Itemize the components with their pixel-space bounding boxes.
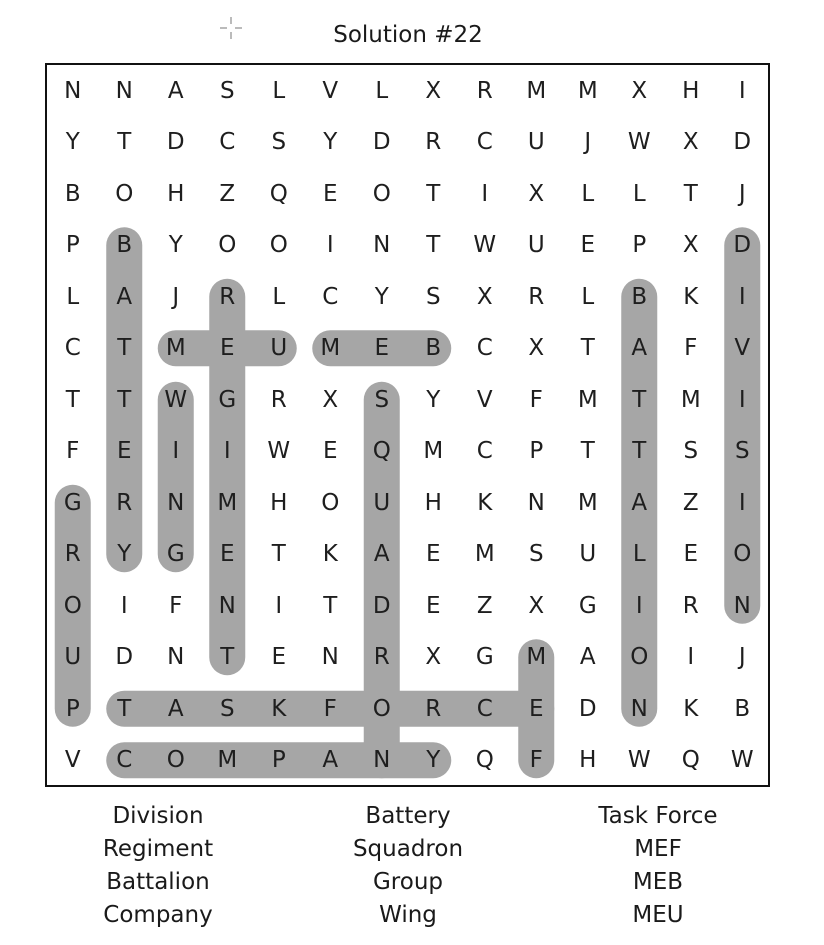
grid-cell[interactable]: O	[63, 592, 82, 619]
grid-cell[interactable]: X	[322, 386, 339, 413]
grid-cell[interactable]: E	[219, 541, 235, 568]
grid-cell[interactable]: U	[579, 541, 597, 568]
grid-cell[interactable]: T	[271, 541, 286, 568]
grid-cell[interactable]: W	[627, 747, 651, 774]
grid-cell[interactable]: R	[270, 386, 287, 413]
grid-cell[interactable]: L	[272, 77, 286, 104]
grid-cell[interactable]: M	[423, 438, 444, 465]
grid-cell[interactable]: S	[425, 283, 441, 310]
grid-cell[interactable]: B	[64, 180, 81, 207]
grid-cell[interactable]: X	[631, 77, 648, 104]
grid-cell[interactable]: C	[476, 335, 493, 362]
grid-cell[interactable]: P	[65, 695, 80, 722]
word-list-item: Company	[103, 902, 213, 928]
grid-cell[interactable]: M	[577, 489, 598, 516]
grid-cell[interactable]: L	[375, 77, 389, 104]
grid-cell[interactable]: G	[475, 644, 494, 671]
grid-cell[interactable]: E	[425, 541, 441, 568]
grid-cell[interactable]: O	[630, 644, 649, 671]
word-list-item: Battery	[365, 803, 451, 829]
grid-cell[interactable]: E	[580, 232, 596, 259]
grid-cell[interactable]: T	[683, 180, 698, 207]
word-list-item: Regiment	[102, 836, 214, 862]
grid-cell[interactable]: I	[738, 489, 746, 516]
grid-cell[interactable]: I	[738, 283, 746, 310]
word-search-board[interactable]	[45, 63, 770, 787]
grid-cell[interactable]: J	[172, 283, 180, 310]
grid-cell[interactable]: U	[270, 335, 288, 362]
grid-cell[interactable]: V	[476, 386, 493, 413]
grid-cell[interactable]: A	[167, 695, 184, 722]
grid-cell[interactable]: Q	[475, 747, 494, 774]
grid-cell[interactable]: Y	[168, 232, 183, 259]
word-list-item: Squadron	[352, 836, 464, 862]
grid-cell[interactable]: T	[117, 129, 132, 156]
grid-cell[interactable]: C	[322, 283, 339, 310]
grid-cell[interactable]: D	[372, 592, 391, 619]
grid-cell[interactable]: N	[733, 592, 751, 619]
grid-cell[interactable]: O	[166, 747, 185, 774]
grid-cell[interactable]: H	[682, 77, 700, 104]
grid-cell[interactable]: F	[66, 438, 80, 465]
grid-cell[interactable]: T	[117, 335, 132, 362]
grid-cell[interactable]: N	[167, 644, 185, 671]
grid-cell[interactable]: D	[115, 644, 134, 671]
grid-cell[interactable]: E	[116, 438, 132, 465]
grid-cell[interactable]: Y	[323, 129, 338, 156]
grid-cell[interactable]: X	[682, 129, 699, 156]
grid-cell[interactable]: P	[632, 232, 647, 259]
grid-cell[interactable]: X	[425, 644, 442, 671]
grid-cell[interactable]: A	[631, 489, 648, 516]
grid-cell[interactable]: R	[682, 592, 699, 619]
grid-cell[interactable]: P	[271, 747, 286, 774]
grid-cell[interactable]: E	[322, 438, 338, 465]
grid-cell[interactable]: Y	[426, 386, 441, 413]
grid-cell[interactable]: L	[632, 180, 646, 207]
letter-grid[interactable]	[47, 65, 768, 785]
grid-cell[interactable]: C	[476, 129, 493, 156]
grid-cell[interactable]: Z	[682, 489, 699, 516]
grid-cell[interactable]: S	[374, 386, 390, 413]
grid-cell[interactable]: W	[473, 232, 497, 259]
grid-cell[interactable]: S	[219, 695, 235, 722]
grid-cell[interactable]: I	[326, 232, 334, 259]
grid-cell[interactable]: M	[526, 77, 547, 104]
grid-cell[interactable]: U	[527, 232, 545, 259]
grid-cell[interactable]: G	[218, 386, 237, 413]
grid-cell[interactable]: S	[219, 77, 235, 104]
grid-cell[interactable]: W	[730, 747, 754, 774]
grid-cell[interactable]: P	[65, 232, 80, 259]
grid-cell[interactable]: Z	[476, 592, 493, 619]
grid-cell[interactable]: U	[64, 644, 82, 671]
grid-cell[interactable]: E	[219, 335, 235, 362]
grid-cell[interactable]: S	[734, 438, 750, 465]
word-list-column-2	[308, 800, 508, 932]
grid-cell[interactable]: J	[584, 129, 592, 156]
grid-cell[interactable]: M	[577, 77, 598, 104]
grid-cell[interactable]: D	[733, 232, 752, 259]
word-list-item: Division	[112, 803, 204, 829]
grid-cell[interactable]: S	[271, 129, 287, 156]
grid-cell[interactable]: T	[580, 438, 595, 465]
grid-cell[interactable]: E	[528, 695, 544, 722]
grid-cell[interactable]: K	[683, 695, 699, 722]
grid-cell[interactable]: R	[425, 129, 442, 156]
grid-cell[interactable]: E	[374, 335, 390, 362]
grid-cell[interactable]: N	[630, 695, 648, 722]
grid-cell[interactable]: H	[167, 180, 185, 207]
grid-cell[interactable]: K	[683, 283, 699, 310]
grid-cell[interactable]: R	[425, 695, 442, 722]
grid-cell[interactable]: S	[683, 438, 699, 465]
grid-cell[interactable]: V	[64, 747, 81, 774]
grid-cell[interactable]: Q	[372, 438, 391, 465]
grid-cell[interactable]: M	[577, 386, 598, 413]
grid-cell[interactable]: X	[682, 232, 699, 259]
grid-cell[interactable]: L	[66, 283, 80, 310]
grid-cell[interactable]: J	[738, 180, 746, 207]
grid-cell[interactable]: R	[64, 541, 81, 568]
grid-cell[interactable]: T	[632, 386, 647, 413]
grid-cell[interactable]: R	[219, 283, 236, 310]
grid-cell[interactable]: N	[321, 644, 339, 671]
grid-cell[interactable]: X	[425, 77, 442, 104]
grid-cell[interactable]: X	[528, 335, 545, 362]
grid-cell[interactable]: K	[322, 541, 338, 568]
grid-cell[interactable]: T	[117, 695, 132, 722]
grid-cell[interactable]: Q	[681, 747, 700, 774]
grid-cell[interactable]: G	[63, 489, 82, 516]
grid-cell[interactable]: N	[167, 489, 185, 516]
grid-cell[interactable]: C	[116, 747, 133, 774]
word-list-item: Wing	[379, 902, 437, 928]
grid-cell[interactable]: I	[687, 644, 695, 671]
grid-cell[interactable]: Y	[117, 541, 132, 568]
grid-cell[interactable]: M	[474, 541, 495, 568]
grid-cell[interactable]: T	[65, 386, 80, 413]
grid-cell[interactable]: O	[269, 232, 288, 259]
grid-cell[interactable]: I	[172, 438, 180, 465]
grid-cell[interactable]: O	[218, 232, 237, 259]
grid-cell[interactable]: F	[529, 386, 543, 413]
grid-cell[interactable]: U	[527, 129, 545, 156]
grid-cell[interactable]: J	[738, 644, 746, 671]
grid-cell[interactable]: R	[116, 489, 133, 516]
grid-cell[interactable]: W	[164, 386, 188, 413]
grid-cell[interactable]: T	[117, 386, 132, 413]
word-list-item: MEU	[632, 902, 684, 928]
grid-cell[interactable]: N	[373, 747, 391, 774]
grid-cell[interactable]: C	[476, 695, 493, 722]
grid-cell[interactable]: W	[627, 129, 651, 156]
grid-cell[interactable]: Q	[269, 180, 288, 207]
grid-cell[interactable]: T	[632, 438, 647, 465]
grid-cell[interactable]: F	[529, 747, 543, 774]
grid-cell[interactable]: H	[424, 489, 442, 516]
grid-cell[interactable]: I	[120, 592, 128, 619]
word-list-item: MEB	[632, 869, 684, 895]
grid-cell[interactable]: U	[373, 489, 391, 516]
grid-cell[interactable]: I	[738, 386, 746, 413]
grid-cell[interactable]: D	[578, 695, 597, 722]
word-list-item: Group	[372, 869, 444, 895]
grid-cell[interactable]: C	[219, 129, 236, 156]
word-list-item: Task Force	[598, 803, 718, 829]
grid-cell[interactable]: M	[165, 335, 186, 362]
grid-cell[interactable]: M	[217, 747, 238, 774]
grid-cell[interactable]: H	[579, 747, 597, 774]
grid-cell[interactable]: D	[733, 129, 752, 156]
grid-cell[interactable]: X	[528, 592, 545, 619]
grid-cell[interactable]: O	[372, 180, 391, 207]
grid-cell[interactable]: P	[529, 438, 544, 465]
grid-cell[interactable]: F	[169, 592, 183, 619]
grid-cell[interactable]: M	[526, 644, 547, 671]
grid-cell[interactable]: K	[271, 695, 287, 722]
grid-cell[interactable]: I	[635, 592, 643, 619]
grid-cell[interactable]: X	[528, 180, 545, 207]
word-list-item: Battalion	[106, 869, 210, 895]
grid-cell[interactable]: I	[275, 592, 283, 619]
grid-cell[interactable]: A	[167, 77, 184, 104]
grid-cell[interactable]: R	[476, 77, 493, 104]
grid-cell[interactable]: M	[680, 386, 701, 413]
grid-cell[interactable]: Y	[374, 283, 389, 310]
grid-cell[interactable]: E	[271, 644, 287, 671]
grid-cell[interactable]: A	[579, 644, 596, 671]
grid-cell[interactable]: I	[481, 180, 489, 207]
grid-cell[interactable]: X	[476, 283, 493, 310]
grid-cell[interactable]: L	[581, 283, 595, 310]
grid-cell[interactable]: G	[166, 541, 185, 568]
grid-cell[interactable]: L	[632, 541, 646, 568]
grid-cell[interactable]: I	[738, 77, 746, 104]
grid-cell[interactable]: B	[734, 695, 751, 722]
grid-cell[interactable]: D	[372, 129, 391, 156]
grid-cell[interactable]: M	[320, 335, 341, 362]
grid-cell[interactable]: A	[631, 335, 648, 362]
grid-cell[interactable]: S	[528, 541, 544, 568]
grid-cell[interactable]: T	[220, 644, 235, 671]
grid-cell[interactable]: R	[373, 644, 390, 671]
grid-cell[interactable]: O	[733, 541, 752, 568]
grid-cell[interactable]: Y	[65, 129, 80, 156]
grid-cell[interactable]: Z	[219, 180, 236, 207]
puzzle-title: Solution #22	[333, 22, 483, 48]
word-list-item: MEF	[634, 836, 682, 862]
grid-cell[interactable]: N	[373, 232, 391, 259]
grid-cell[interactable]: T	[580, 335, 595, 362]
word-list-column-1	[58, 800, 258, 932]
grid-cell[interactable]: E	[322, 180, 338, 207]
grid-cell[interactable]: L	[581, 180, 595, 207]
grid-cell[interactable]: N	[64, 77, 82, 104]
grid-cell[interactable]: A	[373, 541, 390, 568]
grid-cell[interactable]: B	[425, 335, 442, 362]
grid-cell[interactable]: O	[321, 489, 340, 516]
grid-cell[interactable]: F	[323, 695, 337, 722]
grid-cell[interactable]: O	[372, 695, 391, 722]
grid-cell[interactable]: W	[267, 438, 291, 465]
grid-cell[interactable]: Y	[426, 747, 441, 774]
grid-cell[interactable]: O	[115, 180, 134, 207]
grid-cell[interactable]: A	[116, 283, 133, 310]
grid-cell[interactable]: A	[322, 747, 339, 774]
word-list-column-3	[558, 800, 758, 932]
grid-cell[interactable]: G	[578, 592, 597, 619]
grid-cell[interactable]: D	[166, 129, 185, 156]
grid-cell[interactable]: C	[476, 438, 493, 465]
grid-cell[interactable]: T	[323, 592, 338, 619]
grid-cell[interactable]: N	[527, 489, 545, 516]
grid-cell[interactable]: B	[631, 283, 648, 310]
grid-cell[interactable]: T	[426, 180, 441, 207]
grid-cell[interactable]: E	[425, 592, 441, 619]
grid-cell[interactable]: E	[683, 541, 699, 568]
grid-cell[interactable]: H	[270, 489, 288, 516]
grid-cell[interactable]: L	[272, 283, 286, 310]
grid-cell[interactable]: T	[426, 232, 441, 259]
grid-cell[interactable]: N	[218, 592, 236, 619]
grid-cell[interactable]: V	[322, 77, 339, 104]
grid-cell[interactable]: M	[217, 489, 238, 516]
grid-cell[interactable]: I	[223, 438, 231, 465]
grid-cell[interactable]: C	[64, 335, 81, 362]
grid-cell[interactable]: N	[115, 77, 133, 104]
grid-cell[interactable]: K	[477, 489, 493, 516]
grid-cell[interactable]: R	[528, 283, 545, 310]
grid-cell[interactable]: B	[116, 232, 133, 259]
grid-cell[interactable]: F	[684, 335, 698, 362]
grid-cell[interactable]: V	[734, 335, 751, 362]
